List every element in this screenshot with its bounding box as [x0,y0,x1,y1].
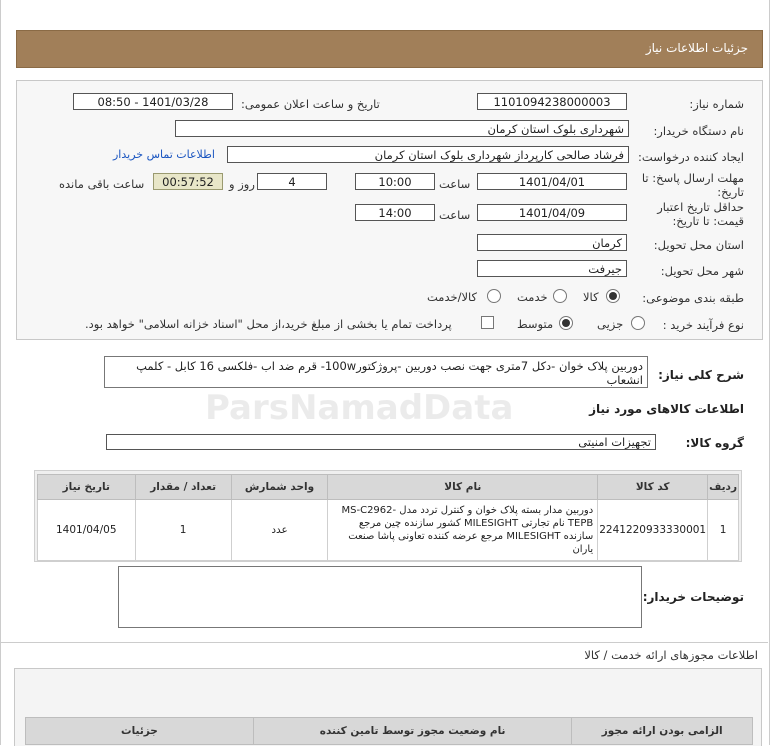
page-title: جزئیات اطلاعات نیاز [645,41,748,55]
goods-section-title: اطلاعات کالاهای مورد نیاز [589,402,744,416]
validity-date-field: 1401/04/09 [477,204,627,221]
buyer-org-label: نام دستگاه خریدار: [653,124,744,138]
permits-panel [14,668,762,746]
deadline-time-field: 10:00 [355,173,435,190]
section-divider [0,642,768,643]
perm-col-details: جزئیات [26,718,254,745]
deadline-time-label: ساعت [439,177,471,191]
buyer-notes-field [118,566,642,628]
col-code: کد کالا [598,475,708,500]
announce-label: تاریخ و ساعت اعلان عمومی: [241,97,380,111]
province-field: کرمان [477,234,627,251]
remaining-timer: 00:57:52 [153,173,223,190]
creator-field: فرشاد صالحی کارپرداز شهرداری بلوک استان کرمان [227,146,629,163]
process-medium-radio[interactable] [559,316,573,330]
col-row: ردیف [708,475,739,500]
category-service-radio[interactable] [553,289,567,303]
table-row [38,500,739,561]
cell-name: دوربین مدار بسته پلاک خوان و کنترل تردد مدل MS-C2962-TEPB نام تجارتی MILESIGHT کشور سازنده چین مرجع سازنده MILESIGHT مرجع عرضه کننده تعاونی پاشا صنعت یاران [328,500,598,561]
validity-label-1: حداقل تاریخ اعتبار [657,200,744,214]
cell-code: 2241220933330001 [598,500,708,561]
goods-group-label: گروه کالا: [685,436,744,450]
need-number-field: 1101094238000003 [477,93,627,110]
watermark: ParsNamadData [205,388,514,428]
perm-col-required: الزامی بودن ارائه مجوز [572,718,753,745]
city-field: جیرفت [477,260,627,277]
days-field: 4 [257,173,327,190]
goods-table-wrapper [34,470,742,562]
category-label: طبقه بندی موضوعی: [642,291,744,305]
perm-col-status: نام وضعیت مجوز توسط تامین کننده [253,718,571,745]
deadline-label-2: تاریخ: [717,185,744,199]
category-both-label: کالا/خدمت [427,290,478,304]
process-partial-label: جزیی [597,317,624,331]
cell-row: 1 [708,500,739,561]
validity-time-label: ساعت [439,208,471,222]
deadline-label-1: مهلت ارسال پاسخ: تا [641,171,744,185]
description-label: شرح کلی نیاز: [658,368,744,382]
buyer-notes-label: توضیحات خریدار: [642,590,744,604]
permits-table [25,717,753,745]
col-date: تاریخ نیاز [38,475,136,500]
validity-label-2: قیمت: تا تاریخ: [672,214,744,228]
permits-table-header [26,718,753,745]
col-qty: تعداد / مقدار [135,475,231,500]
process-partial-radio[interactable] [631,316,645,330]
category-goods-radio[interactable] [606,289,620,303]
cell-qty: 1 [135,500,231,561]
need-number-label: شماره نیاز: [689,97,744,111]
permits-title: اطلاعات مجوزهای ارائه خدمت / کالا [584,648,758,662]
col-unit: واحد شمارش [231,475,328,500]
contact-info-link[interactable]: اطلاعات تماس خریدار [113,148,215,161]
treasury-checkbox[interactable] [481,316,494,329]
col-name: نام کالا [328,475,598,500]
treasury-note: پرداخت تمام یا بخشی از مبلغ خرید،از محل "اسناد خزانه اسلامی" خواهد بود. [85,317,452,331]
cell-unit: عدد [231,500,328,561]
need-info-panel [16,80,763,340]
deadline-date-field: 1401/04/01 [477,173,627,190]
announce-field: 1401/03/28 - 08:50 [73,93,233,110]
city-label: شهر محل تحویل: [660,264,744,278]
goods-group-field: تجهیزات امنیتی [106,434,656,450]
buyer-org-field: شهرداری بلوک استان کرمان [175,120,629,137]
remaining-label: ساعت باقی مانده [59,177,145,191]
days-label: روز و [229,177,255,191]
page-header [16,30,763,68]
validity-time-field: 14:00 [355,204,435,221]
category-service-label: خدمت [517,290,548,304]
process-label: نوع فرآیند خرید : [662,318,744,332]
description-field: دوربین پلاک خوان -دکل 7متری جهت نصب دوربین -پروژکتور100w- قرم ضد اب -فلکسی 16 کابل - کلمپ انشعاب [104,356,648,388]
province-label: استان محل تحویل: [653,238,744,252]
cell-date: 1401/04/05 [38,500,136,561]
creator-label: ایجاد کننده درخواست: [638,150,744,164]
category-goods-label: کالا [583,290,599,304]
process-medium-label: متوسط [517,317,554,331]
category-both-radio[interactable] [487,289,501,303]
goods-table-header [38,475,739,500]
goods-table [37,474,739,561]
